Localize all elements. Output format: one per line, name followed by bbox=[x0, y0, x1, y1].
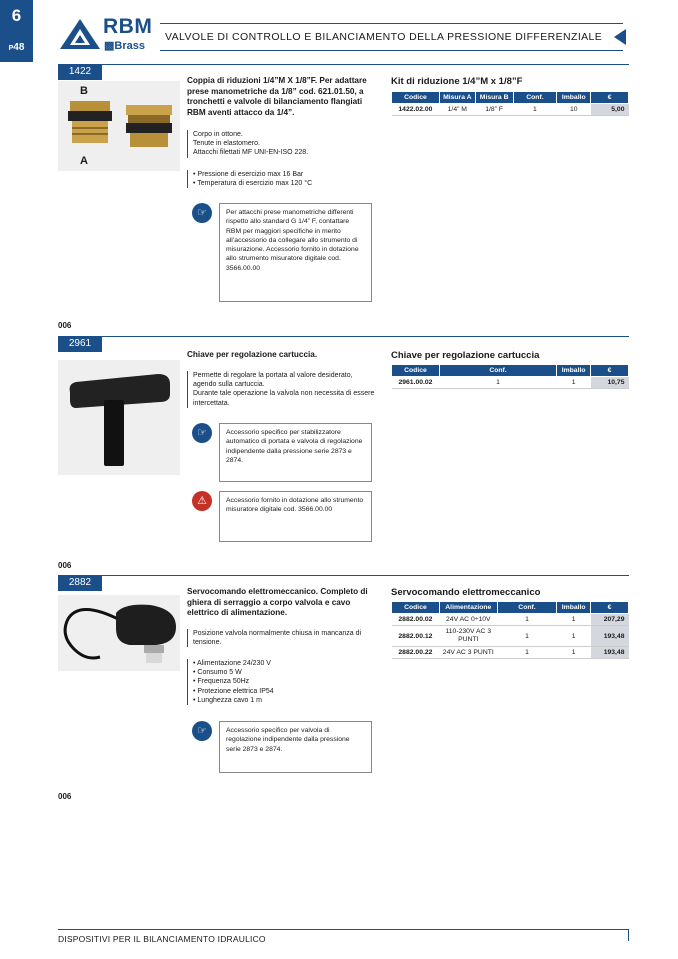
image-label-a: A bbox=[80, 155, 88, 167]
reducer-fittings-graphic bbox=[66, 97, 176, 155]
product-code-tab: 1422 bbox=[58, 64, 102, 80]
footer-rule bbox=[58, 929, 629, 930]
arrow-left-icon bbox=[612, 29, 626, 45]
page-number: P48 bbox=[8, 42, 25, 53]
product-title: Servocomando elettromeccanico. Completo di ghiera di serraggio a corpo valvola e cavo elettrico di alimentazione. bbox=[187, 587, 368, 617]
product-image-reducers bbox=[58, 81, 180, 171]
brand-name: RBM bbox=[103, 15, 153, 38]
price-table: Codice Misura A Misura B Conf. Imballo € 1422.02.00 1/4” M 1/8” F 1 10 5,00 bbox=[391, 91, 629, 116]
note-box: Accessorio specifico per stabilizzatore automatico di portata e valvola di regolazione indipendente dalla pressione serie 2873 e 2874. bbox=[219, 423, 372, 482]
image-label-b: B bbox=[80, 85, 88, 97]
product-specs-list bbox=[187, 170, 377, 188]
table-row: 1422.02.00 1/4” M 1/8” F 1 10 5,00 bbox=[392, 104, 629, 116]
spec-item: • Protezione elettrica IP54 bbox=[193, 687, 377, 696]
section-rule bbox=[58, 575, 629, 576]
spec-item: • Temperatura di esercizio max 120 °C bbox=[193, 179, 377, 188]
product-image-key bbox=[58, 360, 180, 475]
price-table: Codice Alimentazione Conf. Imballo € 2882.00.02 24V AC 0÷10V 1 1 207,29 2882.00.12 110-230V AC 3 PUNTI 1 1 193,48 2882.00.22 24V AC 3 PUNTI 1 1 193,48 bbox=[391, 601, 629, 659]
rbm-logo bbox=[58, 17, 158, 53]
table-title: Servocomando elettromeccanico bbox=[391, 587, 541, 598]
rbm-triangle-icon bbox=[58, 17, 102, 51]
spec-item: • Consumo 5 W bbox=[193, 668, 377, 677]
chapter-number: 6 bbox=[11, 6, 22, 25]
note-box: Accessorio specifico per valvola di regolazione indipendente dalla pressione serie 2873 e 2874. bbox=[219, 721, 372, 773]
product-code-tab: 2961 bbox=[58, 336, 102, 352]
spec-item: • Pressione di esercizio max 16 Bar bbox=[193, 170, 377, 179]
table-row: 2961.00.02 1 1 10,75 bbox=[392, 377, 629, 389]
regulation-key-graphic bbox=[66, 370, 176, 470]
footer-rule-end bbox=[628, 929, 629, 941]
spec-item: • Lunghezza cavo 1 m bbox=[193, 696, 377, 705]
hand-pointer-icon: ☞ bbox=[192, 721, 212, 741]
table-row: 2882.00.22 24V AC 3 PUNTI 1 1 193,48 bbox=[392, 647, 629, 659]
product-description: Posizione valvola normalmente chiusa in mancanza di tensione. bbox=[187, 629, 377, 647]
product-title: Coppia di riduzioni 1/4”M X 1/8”F. Per adattare prese manometriche da 1/8” cod. 621.01.50, a tronchetti e valvole di bilanciamento flangiati RBM aventi attacco da 1/4”. bbox=[187, 76, 367, 117]
product-image-actuator bbox=[58, 595, 180, 671]
brand-sub: ▩Brass bbox=[104, 40, 145, 52]
actuator-graphic bbox=[60, 599, 178, 669]
spec-item: • Frequenza 50Hz bbox=[193, 677, 377, 686]
product-description: Permette di regolare la portata al valore desiderato, agendo sulla cartuccia. Durante tale operazione la valvola non necessita di essere intercettata. bbox=[187, 371, 377, 408]
header-rule-bottom bbox=[160, 50, 623, 51]
product-title: Chiave per regolazione cartuccia. bbox=[187, 350, 318, 359]
section-number: 006 bbox=[58, 321, 72, 330]
hand-pointer-icon: ☞ bbox=[192, 203, 212, 223]
chapter-tab bbox=[0, 0, 33, 62]
section-number: 006 bbox=[58, 792, 72, 801]
spec-item: • Alimentazione 24/230 V bbox=[193, 659, 377, 668]
note-box: Accessorio fornito in dotazione allo strumento misuratore digitale cod. 3566.00.00 bbox=[219, 491, 372, 542]
product-specs-list bbox=[187, 659, 377, 705]
warning-icon: ⚠ bbox=[192, 491, 212, 511]
section-rule bbox=[58, 64, 629, 65]
header-title: VALVOLE DI CONTROLLO E BILANCIAMENTO DELLA PRESSIONE DIFFERENZIALE bbox=[165, 31, 603, 43]
product-code-tab: 2882 bbox=[58, 575, 102, 591]
hand-pointer-icon: ☞ bbox=[192, 423, 212, 443]
table-title: Kit di riduzione 1/4”M x 1/8”F bbox=[391, 76, 523, 87]
table-row: 2882.00.12 110-230V AC 3 PUNTI 1 1 193,48 bbox=[392, 626, 629, 647]
table-title: Chiave per regolazione cartuccia bbox=[391, 350, 540, 361]
section-rule bbox=[58, 336, 629, 337]
section-number: 006 bbox=[58, 561, 72, 570]
price-table: Codice Conf. Imballo € 2961.00.02 1 1 10,75 bbox=[391, 364, 629, 389]
product-description: Corpo in ottone. Tenute in elastomero. Attacchi filettati MF UNI-EN-ISO 228. bbox=[187, 130, 377, 158]
footer-text: DISPOSITIVI PER IL BILANCIAMENTO IDRAULICO bbox=[58, 934, 266, 944]
header-rule-top bbox=[160, 23, 623, 24]
note-box: Per attacchi prese manometriche differenti rispetto allo standard G 1/4” F, contattare RBM per maggiori specifiche in merito all’accessorio da collegare allo strumento di misurazione. Accessorio fornito in dotazione allo strumento misuratore digitale cod. 3566.00.00 bbox=[219, 203, 372, 302]
table-row: 2882.00.02 24V AC 0÷10V 1 1 207,29 bbox=[392, 614, 629, 626]
